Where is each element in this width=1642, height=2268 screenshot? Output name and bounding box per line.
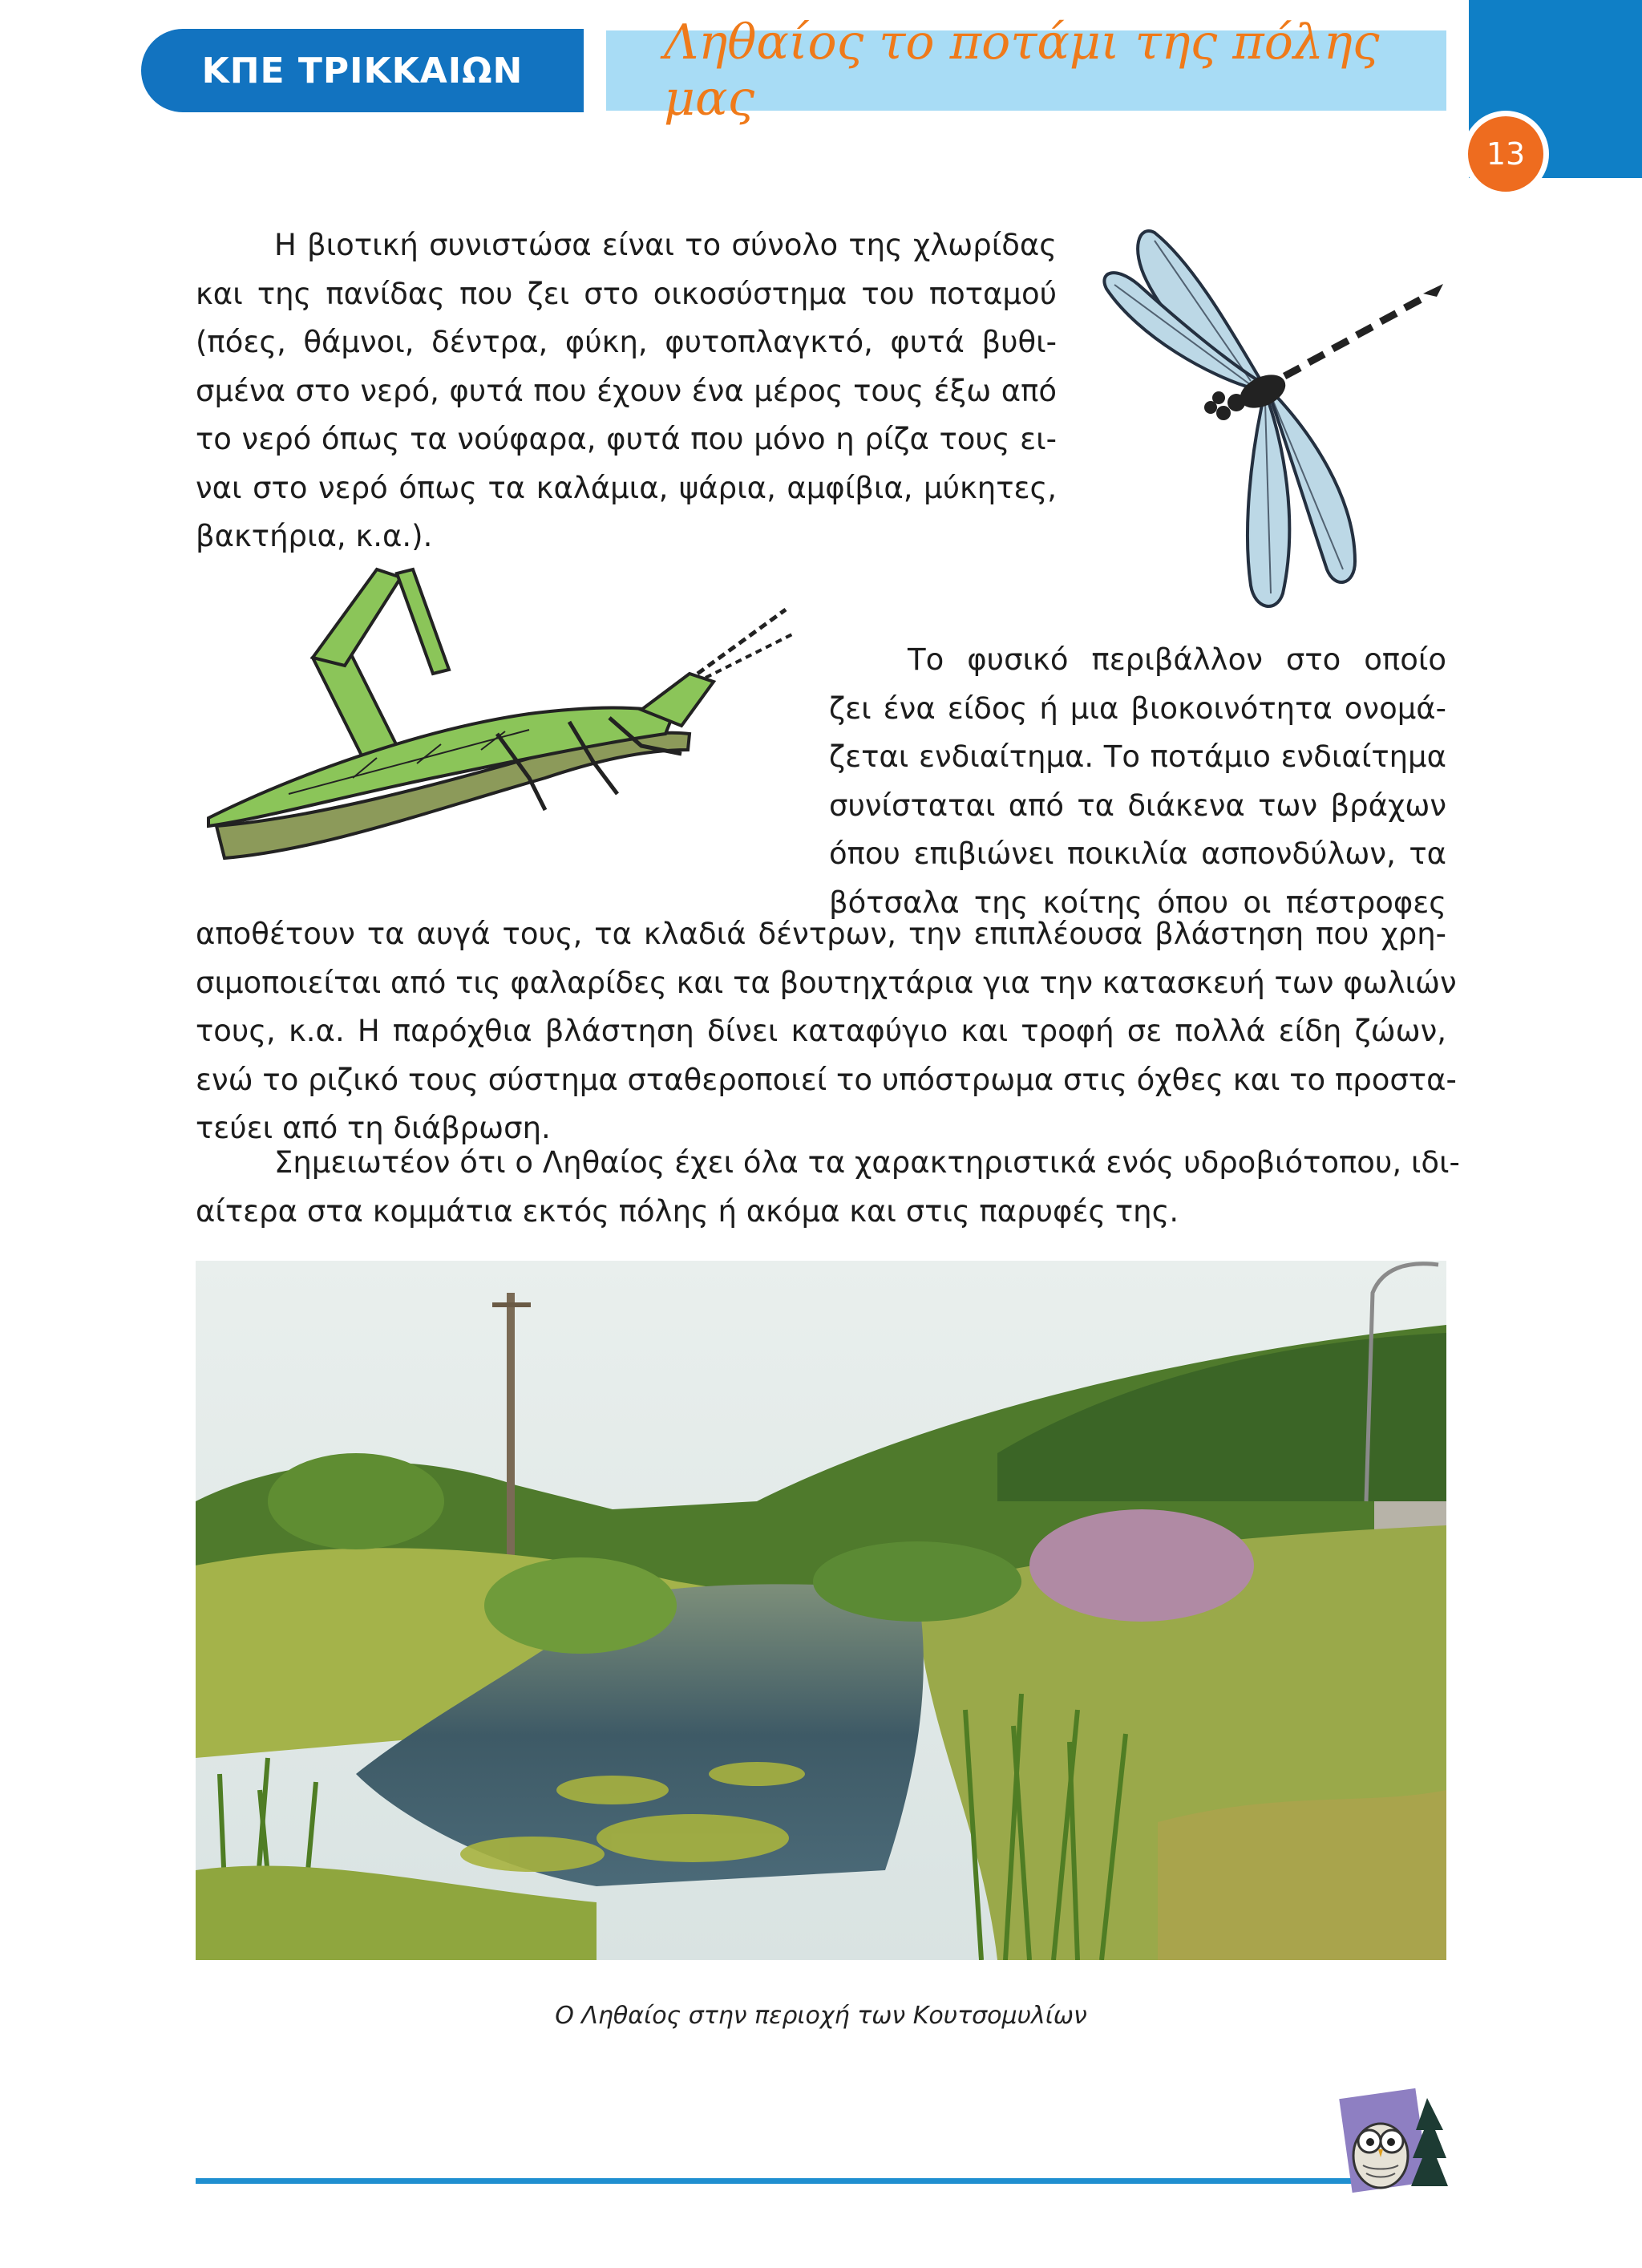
organization-label: ΚΠΕ ΤΡΙΚΚΑΙΩΝ bbox=[141, 29, 584, 112]
river-photo bbox=[196, 1261, 1446, 1960]
text-line: βότσαλα της κοίτης όπου οι πέστροφες bbox=[829, 885, 1446, 920]
text-line: τους, κ.α. Η παρόχθια βλάστηση δίνει καταφύγιο και τροφή σε πολλά είδη ζώων, bbox=[196, 1014, 1446, 1048]
text-line: ζεται ενδιαίτημα. Το ποτάμιο ενδιαίτημα bbox=[829, 739, 1446, 774]
paragraph-wetland bbox=[196, 1139, 1460, 1236]
text-line: Σημειωτέον ότι ο Ληθαίος έχει όλα τα χαρακτηριστικά ενός υδροβιότοπου, ιδι- bbox=[274, 1145, 1460, 1180]
text-line: ζει ένα είδος ή μια βιοκοινότητα ονομά- bbox=[829, 691, 1446, 726]
dragonfly-illustration bbox=[1090, 217, 1459, 618]
paragraph-habitat-wide bbox=[196, 910, 1457, 1153]
text-line: (πόες, θάμνοι, δέντρα, φύκη, φυτοπλαγκτό, φυτά βυθι- bbox=[196, 325, 1057, 359]
text-line: σμένα στο νερό, φυτά που έχουν ένα μέρος τους έξω από bbox=[196, 373, 1057, 408]
paragraph-habitat-narrow bbox=[829, 636, 1446, 927]
text-line: σιμοποιείται από τις φαλαρίδες και τα βουτηχτάρια για την κατασκευή των φωλιών bbox=[196, 965, 1457, 1000]
document-title: Ληθαίος το ποτάμι της πόλης μας bbox=[606, 30, 1446, 111]
text-line: Το φυσικό περιβάλλον στο οποίο bbox=[908, 642, 1446, 677]
page-number: 13 bbox=[1462, 111, 1549, 197]
text-line: Η βιοτική συνιστώσα είναι το σύνολο της χλωρίδας bbox=[274, 228, 1057, 262]
text-line: συνίσταται από τα διάκενα των βράχων bbox=[829, 788, 1446, 823]
text-line: βακτήρια, κ.α.). bbox=[196, 519, 433, 553]
grasshopper-illustration bbox=[192, 553, 802, 898]
text-line: όπου επιβιώνει ποικιλία ασπονδύλων, τα bbox=[829, 836, 1446, 871]
text-line: ναι στο νερό όπως τα καλάμια, ψάρια, αμφίβια, μύκητες, bbox=[196, 470, 1057, 505]
owl-logo bbox=[1339, 2082, 1451, 2202]
text-line: το νερό όπως τα νούφαρα, φυτά που μόνο η ρίζα τους ει- bbox=[196, 422, 1057, 456]
paragraph-biotic bbox=[196, 221, 1057, 561]
text-line: και της πανίδας που ζει στο οικοσύστημα του ποταμού bbox=[196, 276, 1057, 311]
text-line: αίτερα στα κομμάτια εκτός πόλης ή ακόμα και στις παρυφές της. bbox=[196, 1193, 1179, 1229]
text-line: αποθέτουν τα αυγά τους, τα κλαδιά δέντρων, την επιπλέουσα βλάστηση που χρη- bbox=[196, 917, 1446, 951]
text-line: ενώ το ριζικό τους σύστημα σταθεροποιεί το υπόστρωμα στις όχθες και το προστα- bbox=[196, 1062, 1457, 1097]
photo-caption: Ο Ληθαίος στην περιοχή των Κουτσομυλίων bbox=[555, 2002, 1087, 2030]
footer-rule bbox=[196, 2178, 1382, 2184]
text-line: τεύει από τη διάβρωση. bbox=[196, 1111, 551, 1145]
